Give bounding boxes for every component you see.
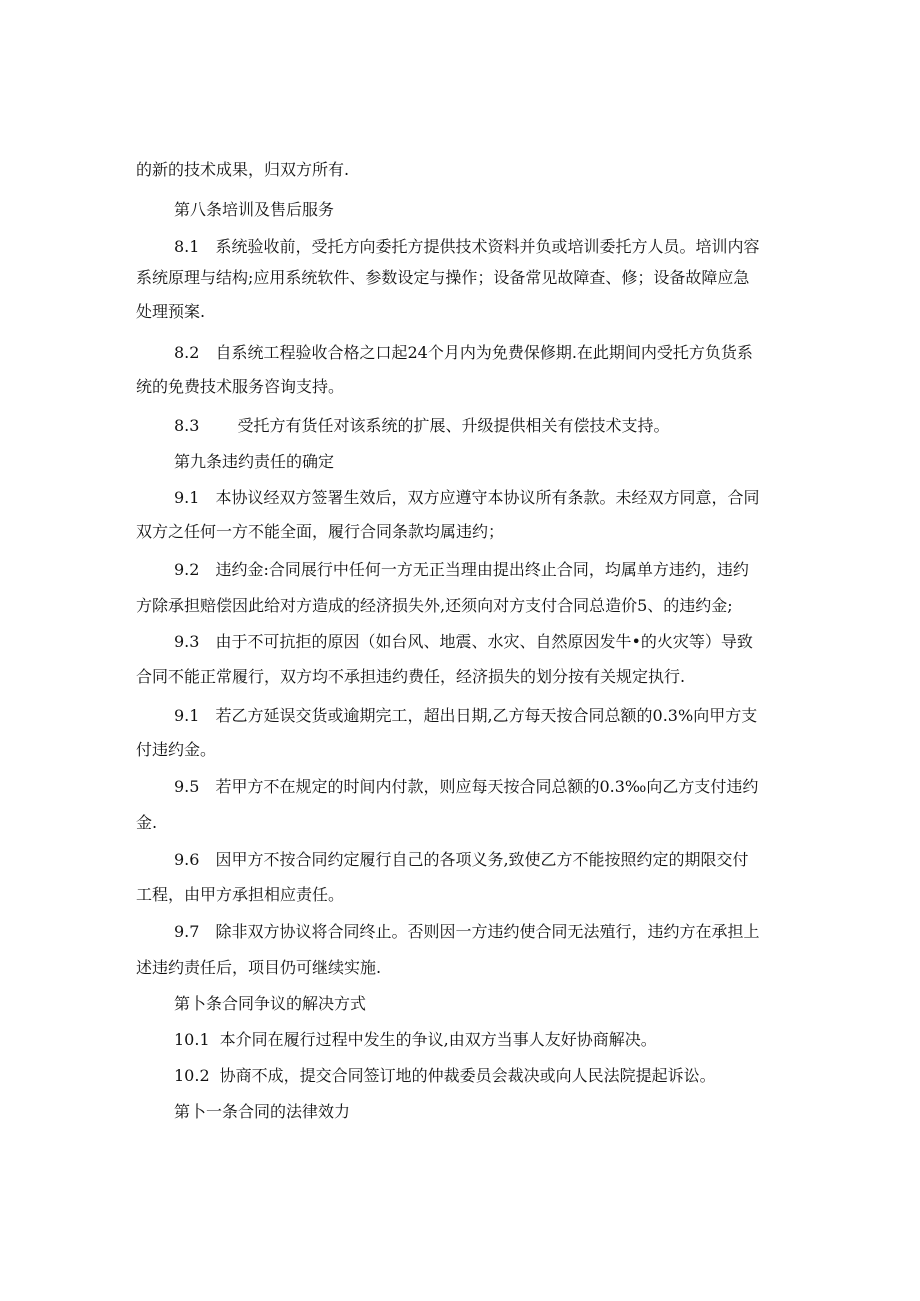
clause-number: 9.1 <box>174 488 200 507</box>
clause-number: 9.6 <box>174 850 200 869</box>
clause-number: 10.1 <box>174 1030 210 1049</box>
clause-number: 9.5 <box>174 777 200 796</box>
clause-9-3: 9.3 由于不可抗拒的原因（如台风、地震、水灾、自然原因发牛•的火灾等）导致 <box>174 632 753 651</box>
text-line: 付违约金。 <box>136 740 217 759</box>
text-line: 处理预案. <box>136 302 206 321</box>
clause-number: 9.7 <box>174 922 200 941</box>
clause-9-5: 9.5 若甲方不在规定的时间内付款，则应每天按合同总额的0.3‰向乙方支付违约 <box>174 777 759 796</box>
text-line: 系统原理与结构;应用系统软件、参数设定与操作；设备常见故障查、修；设备故障应急 <box>136 268 750 287</box>
clause-10-2: 10.2 协商不成，提交合同签订地的仲裁委员会裁决或向人民法院提起诉讼。 <box>174 1066 716 1085</box>
clause-number: 9.2 <box>174 560 200 579</box>
clause-9-4: 9.1 若乙方延误交货或逾期完工，超出日期,乙方每天按合同总额的0.3%向甲方支 <box>174 706 758 725</box>
text-line: 述违约责任后，项目仍可继续实施. <box>136 958 382 977</box>
clause-10-1: 10.1 本介同在履行过程中发生的争议,由双方当事人友好协商解决。 <box>174 1030 657 1049</box>
clause-number: 8.3 <box>174 416 200 435</box>
clause-9-2: 9.2 违约金:合同展行中任何一方无正当理由提出终止合同，均属单方违约，违约 <box>174 560 749 579</box>
clause-8-3: 8.3 受托方有货任对该系统的扩展、升级提供相关有偿技术支持。 <box>174 416 670 435</box>
clause-8-2: 8.2 自系统工程验收合格之口起24个月内为免费保修期.在此期间内受托方负货系 <box>174 343 753 362</box>
clause-number: 9.1 <box>174 706 200 725</box>
clause-number: 8.1 <box>174 237 200 256</box>
clause-8-1: 8.1 系统验收前，受托方向委托方提供技术资料并负或培训委托方人员。培训内容 <box>174 237 760 256</box>
text-line: 的新的技术成果，归双方所有. <box>136 160 350 179</box>
text-line: 双方之任何一方不能全面，履行合同条款均属违约； <box>136 522 505 541</box>
clause-9-6: 9.6 因甲方不按合同约定履行自己的各项义务,致使乙方不能按照约定的期限交付 <box>174 850 749 869</box>
text-line: 合同不能正常履行，双方均不承担违约费任，经济损失的划分按有关规定执行. <box>136 667 686 686</box>
clause-9-7: 9.7 除非双方协议将合同终止。否则因一方违约使合同无法殖行，违约方在承担上 <box>174 922 760 941</box>
section-heading-9: 第九条违约责任的确定 <box>174 452 335 471</box>
section-heading-11: 第卜一条合同的法律效力 <box>174 1102 351 1121</box>
text-line: 金. <box>136 813 158 832</box>
text-line: 方除承担赔偿因此给对方造成的经济损失外,还须向对方支付合同总造价5、的违约金; <box>136 596 733 615</box>
clause-9-1: 9.1 本协议经双方签署生效后，双方应遵守本协议所有条款。未经双方同意，合同 <box>174 488 760 507</box>
clause-number: 9.3 <box>174 632 200 651</box>
text-line: 工程，由甲方承担相应责任。 <box>136 885 345 904</box>
clause-number: 10.2 <box>174 1066 210 1085</box>
clause-number: 8.2 <box>174 343 200 362</box>
section-heading-8: 第八条培训及售后服务 <box>174 200 335 219</box>
section-heading-10: 第卜条合同争议的解决方式 <box>174 994 367 1013</box>
text-line: 统的免费技术服务咨询支持。 <box>136 377 345 396</box>
